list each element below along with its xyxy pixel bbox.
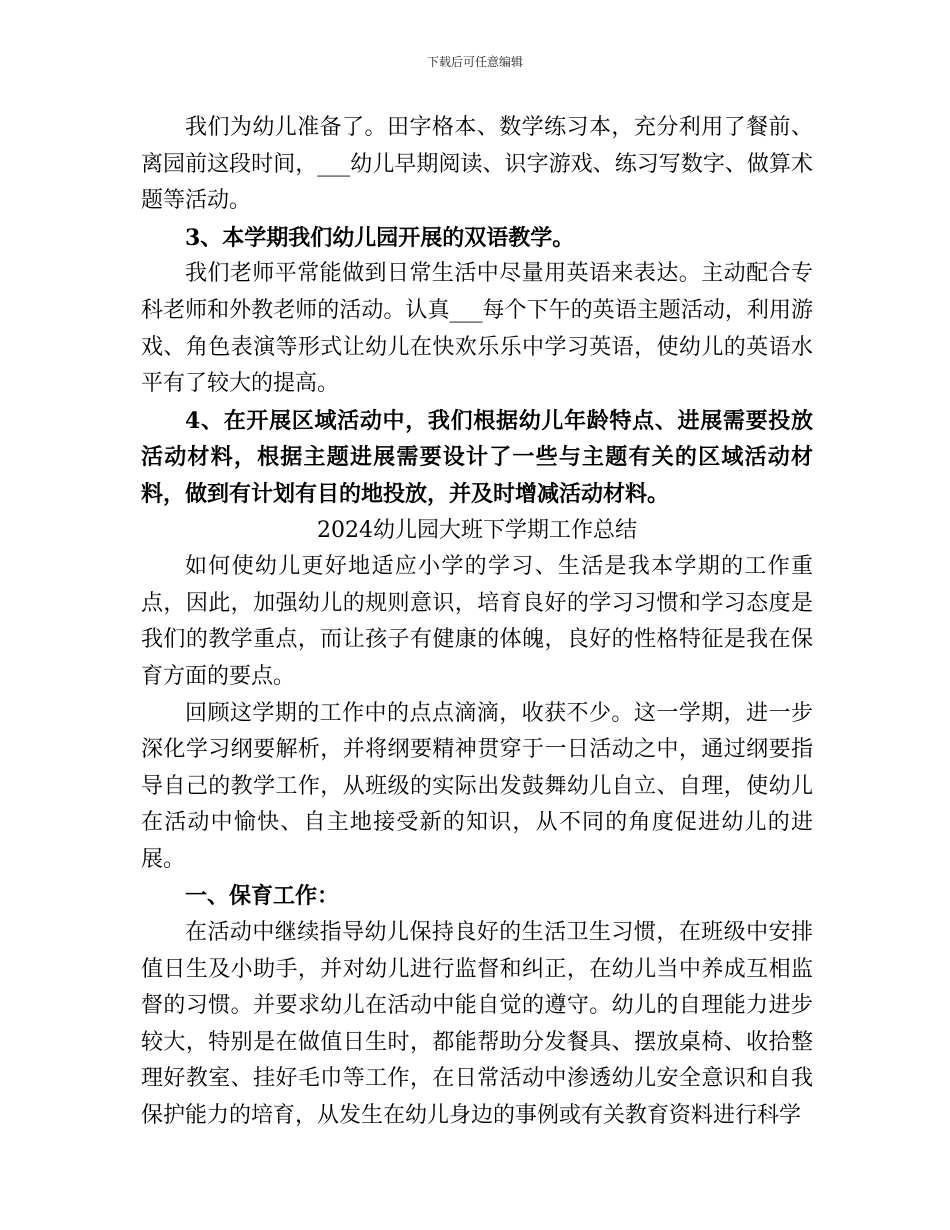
heading-bilingual-teaching: 3、本学期我们幼儿园开展的双语教学。 — [185, 224, 575, 251]
document-title: 2024幼儿园大班下学期工作总结 — [317, 517, 637, 543]
paragraph-review: 回顾这学期的工作中的点点滴滴，收获不少。这一学期，进一步深化学习纲要解析，并将纲要精神贯穿于一日活动之中，通过纲要指导自己的教学工作，从班级的实际出发鼓舞幼儿自立、自理，使幼儿在活动中愉快、自主地接受新的知识，从不同的角度促进幼儿的进展。 — [141, 700, 813, 872]
paragraph-english: 我们老师平常能做到日常生活中尽量用英语来表达。主动配合专科老师和外教老师的活动。认真___每个下午的英语主题活动，利用游戏、角色表演等形式让幼儿在快欢乐乐中学习英语，使幼儿的英语水平有了较大的提高。 — [141, 261, 813, 397]
document-body — [141, 110, 813, 1135]
paragraph-care-work: 在活动中继续指导幼儿保持良好的生活卫生习惯，在班级中安排值日生及小助手，并对幼儿进行监督和纠正，在幼儿当中养成互相监督的习惯。并要求幼儿在活动中能自觉的遵守。幼儿的自理能力进步较大，特别是在做值日生时，都能帮助分发餐具、摆放桌椅、收拾整理好教室、挂好毛巾等工作，在日常活动中渗透幼儿安全意识和自我保护能力的培育，从发生在幼儿身边的事例或有关教育资料进行科学 — [141, 920, 813, 1129]
paragraph-intro: 如何使幼儿更好地适应小学的学习、生活是我本学期的工作重点，因此，加强幼儿的规则意识，培育良好的学习习惯和学习态度是我们的教学重点，而让孩子有健康的体魄，良好的性格特征是我在保育方面的要点。 — [141, 554, 813, 689]
heading-area-activities: 4、在开展区域活动中，我们根据幼儿年龄特点、进展需要投放活动材料，根据主题进展需要设计了一些与主题有关的区域活动材料，做到有计划有目的地投放，并及时增减活动材料。 — [141, 407, 813, 507]
page-header: 下载后可任意编辑 — [426, 55, 523, 69]
heading-care-work: 一、保育工作： — [185, 883, 340, 910]
paragraph-preparation: 我们为幼儿准备了。田字格本、数学练习本，充分利用了餐前、离园前这段时间，___幼儿早期阅读、识字游戏、练习写数字、做算术题等活动。 — [141, 115, 813, 214]
